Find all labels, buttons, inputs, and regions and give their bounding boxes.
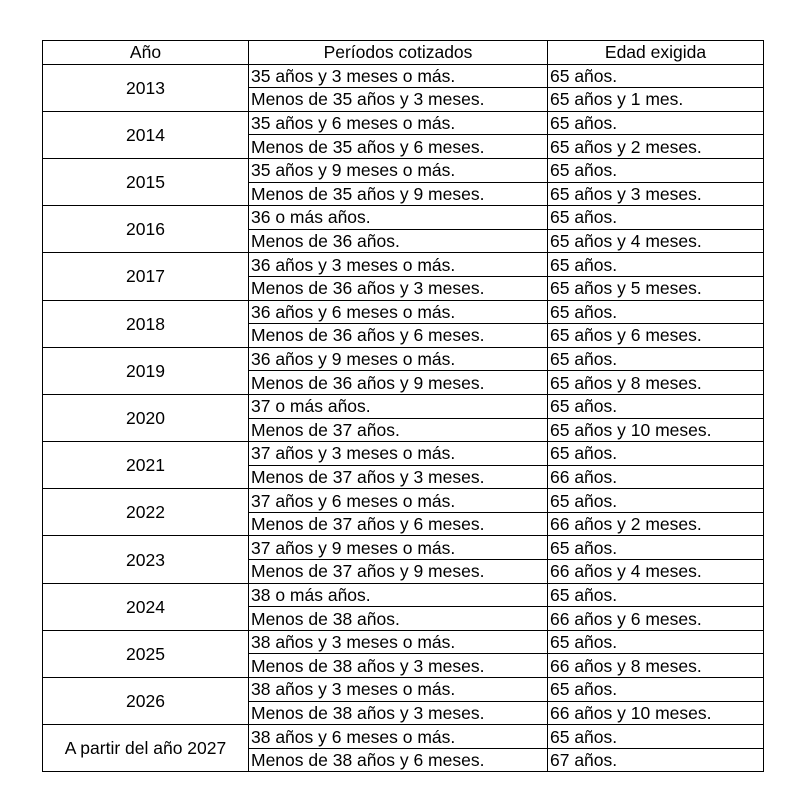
required-age-cell: 65 años y 6 meses.	[548, 324, 764, 348]
contribution-period-cell: 38 o más años.	[249, 583, 548, 607]
table-row	[43, 394, 764, 418]
table-row	[43, 536, 764, 560]
contribution-period-cell: Menos de 37 años y 6 meses.	[249, 512, 548, 536]
contribution-period-cell: Menos de 37 años.	[249, 418, 548, 442]
contribution-period-cell: Menos de 37 años y 3 meses.	[249, 465, 548, 489]
contribution-period-cell: 37 años y 3 meses o más.	[249, 442, 548, 466]
year-cell: 2024	[43, 583, 249, 630]
contribution-period-cell: Menos de 38 años y 3 meses.	[249, 701, 548, 725]
table-row	[43, 347, 764, 371]
year-cell: 2021	[43, 442, 249, 489]
header-year: Año	[43, 41, 249, 65]
required-age-cell: 65 años.	[548, 64, 764, 88]
year-cell: 2015	[43, 158, 249, 205]
required-age-cell: 65 años.	[548, 583, 764, 607]
table-row	[43, 206, 764, 230]
year-cell: 2016	[43, 206, 249, 253]
contribution-period-cell: Menos de 36 años y 6 meses.	[249, 324, 548, 348]
contribution-period-cell: Menos de 35 años y 3 meses.	[249, 88, 548, 112]
required-age-cell: 65 años y 1 mes.	[548, 88, 764, 112]
required-age-cell: 65 años.	[548, 394, 764, 418]
table-row	[43, 630, 764, 654]
contribution-period-cell: 36 años y 9 meses o más.	[249, 347, 548, 371]
table-row	[43, 158, 764, 182]
required-age-cell: 65 años y 5 meses.	[548, 276, 764, 300]
required-age-cell: 65 años.	[548, 253, 764, 277]
required-age-cell: 65 años.	[548, 678, 764, 702]
contribution-period-cell: 36 años y 3 meses o más.	[249, 253, 548, 277]
contribution-period-cell: 37 o más años.	[249, 394, 548, 418]
contribution-period-cell: Menos de 36 años y 9 meses.	[249, 371, 548, 395]
required-age-cell: 66 años y 4 meses.	[548, 560, 764, 584]
table-row	[43, 442, 764, 466]
required-age-cell: 65 años.	[548, 300, 764, 324]
contribution-period-cell: 35 años y 3 meses o más.	[249, 64, 548, 88]
required-age-cell: 65 años y 4 meses.	[548, 229, 764, 253]
year-cell: 2019	[43, 347, 249, 394]
year-cell: 2018	[43, 300, 249, 347]
required-age-cell: 66 años.	[548, 465, 764, 489]
year-cell: A partir del año 2027	[43, 725, 249, 772]
contribution-period-cell: Menos de 38 años y 6 meses.	[249, 748, 548, 772]
contribution-period-cell: 36 o más años.	[249, 206, 548, 230]
required-age-cell: 66 años y 2 meses.	[548, 512, 764, 536]
required-age-cell: 65 años y 3 meses.	[548, 182, 764, 206]
required-age-cell: 66 años y 8 meses.	[548, 654, 764, 678]
year-cell: 2013	[43, 64, 249, 111]
contribution-period-cell: Menos de 36 años y 3 meses.	[249, 276, 548, 300]
table-body	[43, 64, 764, 772]
required-age-cell: 65 años y 8 meses.	[548, 371, 764, 395]
header-contribution-periods: Períodos cotizados	[249, 41, 548, 65]
table-row	[43, 300, 764, 324]
contribution-period-cell: Menos de 37 años y 9 meses.	[249, 560, 548, 584]
year-cell: 2025	[43, 630, 249, 677]
contribution-period-cell: 38 años y 6 meses o más.	[249, 725, 548, 749]
table-row	[43, 583, 764, 607]
required-age-cell: 65 años.	[548, 347, 764, 371]
required-age-cell: 66 años y 10 meses.	[548, 701, 764, 725]
table-row	[43, 725, 764, 749]
table-row	[43, 489, 764, 513]
retirement-age-table	[42, 40, 764, 772]
required-age-cell: 65 años y 10 meses.	[548, 418, 764, 442]
year-cell: 2017	[43, 253, 249, 300]
year-cell: 2023	[43, 536, 249, 583]
contribution-period-cell: 38 años y 3 meses o más.	[249, 678, 548, 702]
required-age-cell: 65 años.	[548, 111, 764, 135]
table-row	[43, 111, 764, 135]
contribution-period-cell: Menos de 35 años y 6 meses.	[249, 135, 548, 159]
header-required-age: Edad exigida	[548, 41, 764, 65]
table-row	[43, 253, 764, 277]
required-age-cell: 65 años.	[548, 536, 764, 560]
contribution-period-cell: 37 años y 9 meses o más.	[249, 536, 548, 560]
contribution-period-cell: 35 años y 9 meses o más.	[249, 158, 548, 182]
required-age-cell: 65 años.	[548, 725, 764, 749]
contribution-period-cell: 38 años y 3 meses o más.	[249, 630, 548, 654]
table-header-row	[43, 41, 764, 65]
year-cell: 2022	[43, 489, 249, 536]
contribution-period-cell: Menos de 36 años.	[249, 229, 548, 253]
required-age-cell: 65 años.	[548, 489, 764, 513]
contribution-period-cell: 37 años y 6 meses o más.	[249, 489, 548, 513]
required-age-cell: 65 años y 2 meses.	[548, 135, 764, 159]
year-cell: 2014	[43, 111, 249, 158]
contribution-period-cell: Menos de 38 años y 3 meses.	[249, 654, 548, 678]
year-cell: 2020	[43, 394, 249, 441]
table-row	[43, 678, 764, 702]
contribution-period-cell: Menos de 38 años.	[249, 607, 548, 631]
required-age-cell: 66 años y 6 meses.	[548, 607, 764, 631]
required-age-cell: 65 años.	[548, 206, 764, 230]
contribution-period-cell: 35 años y 6 meses o más.	[249, 111, 548, 135]
table-row	[43, 64, 764, 88]
required-age-cell: 65 años.	[548, 158, 764, 182]
year-cell: 2026	[43, 678, 249, 725]
required-age-cell: 65 años.	[548, 442, 764, 466]
required-age-cell: 67 años.	[548, 748, 764, 772]
required-age-cell: 65 años.	[548, 630, 764, 654]
contribution-period-cell: Menos de 35 años y 9 meses.	[249, 182, 548, 206]
contribution-period-cell: 36 años y 6 meses o más.	[249, 300, 548, 324]
